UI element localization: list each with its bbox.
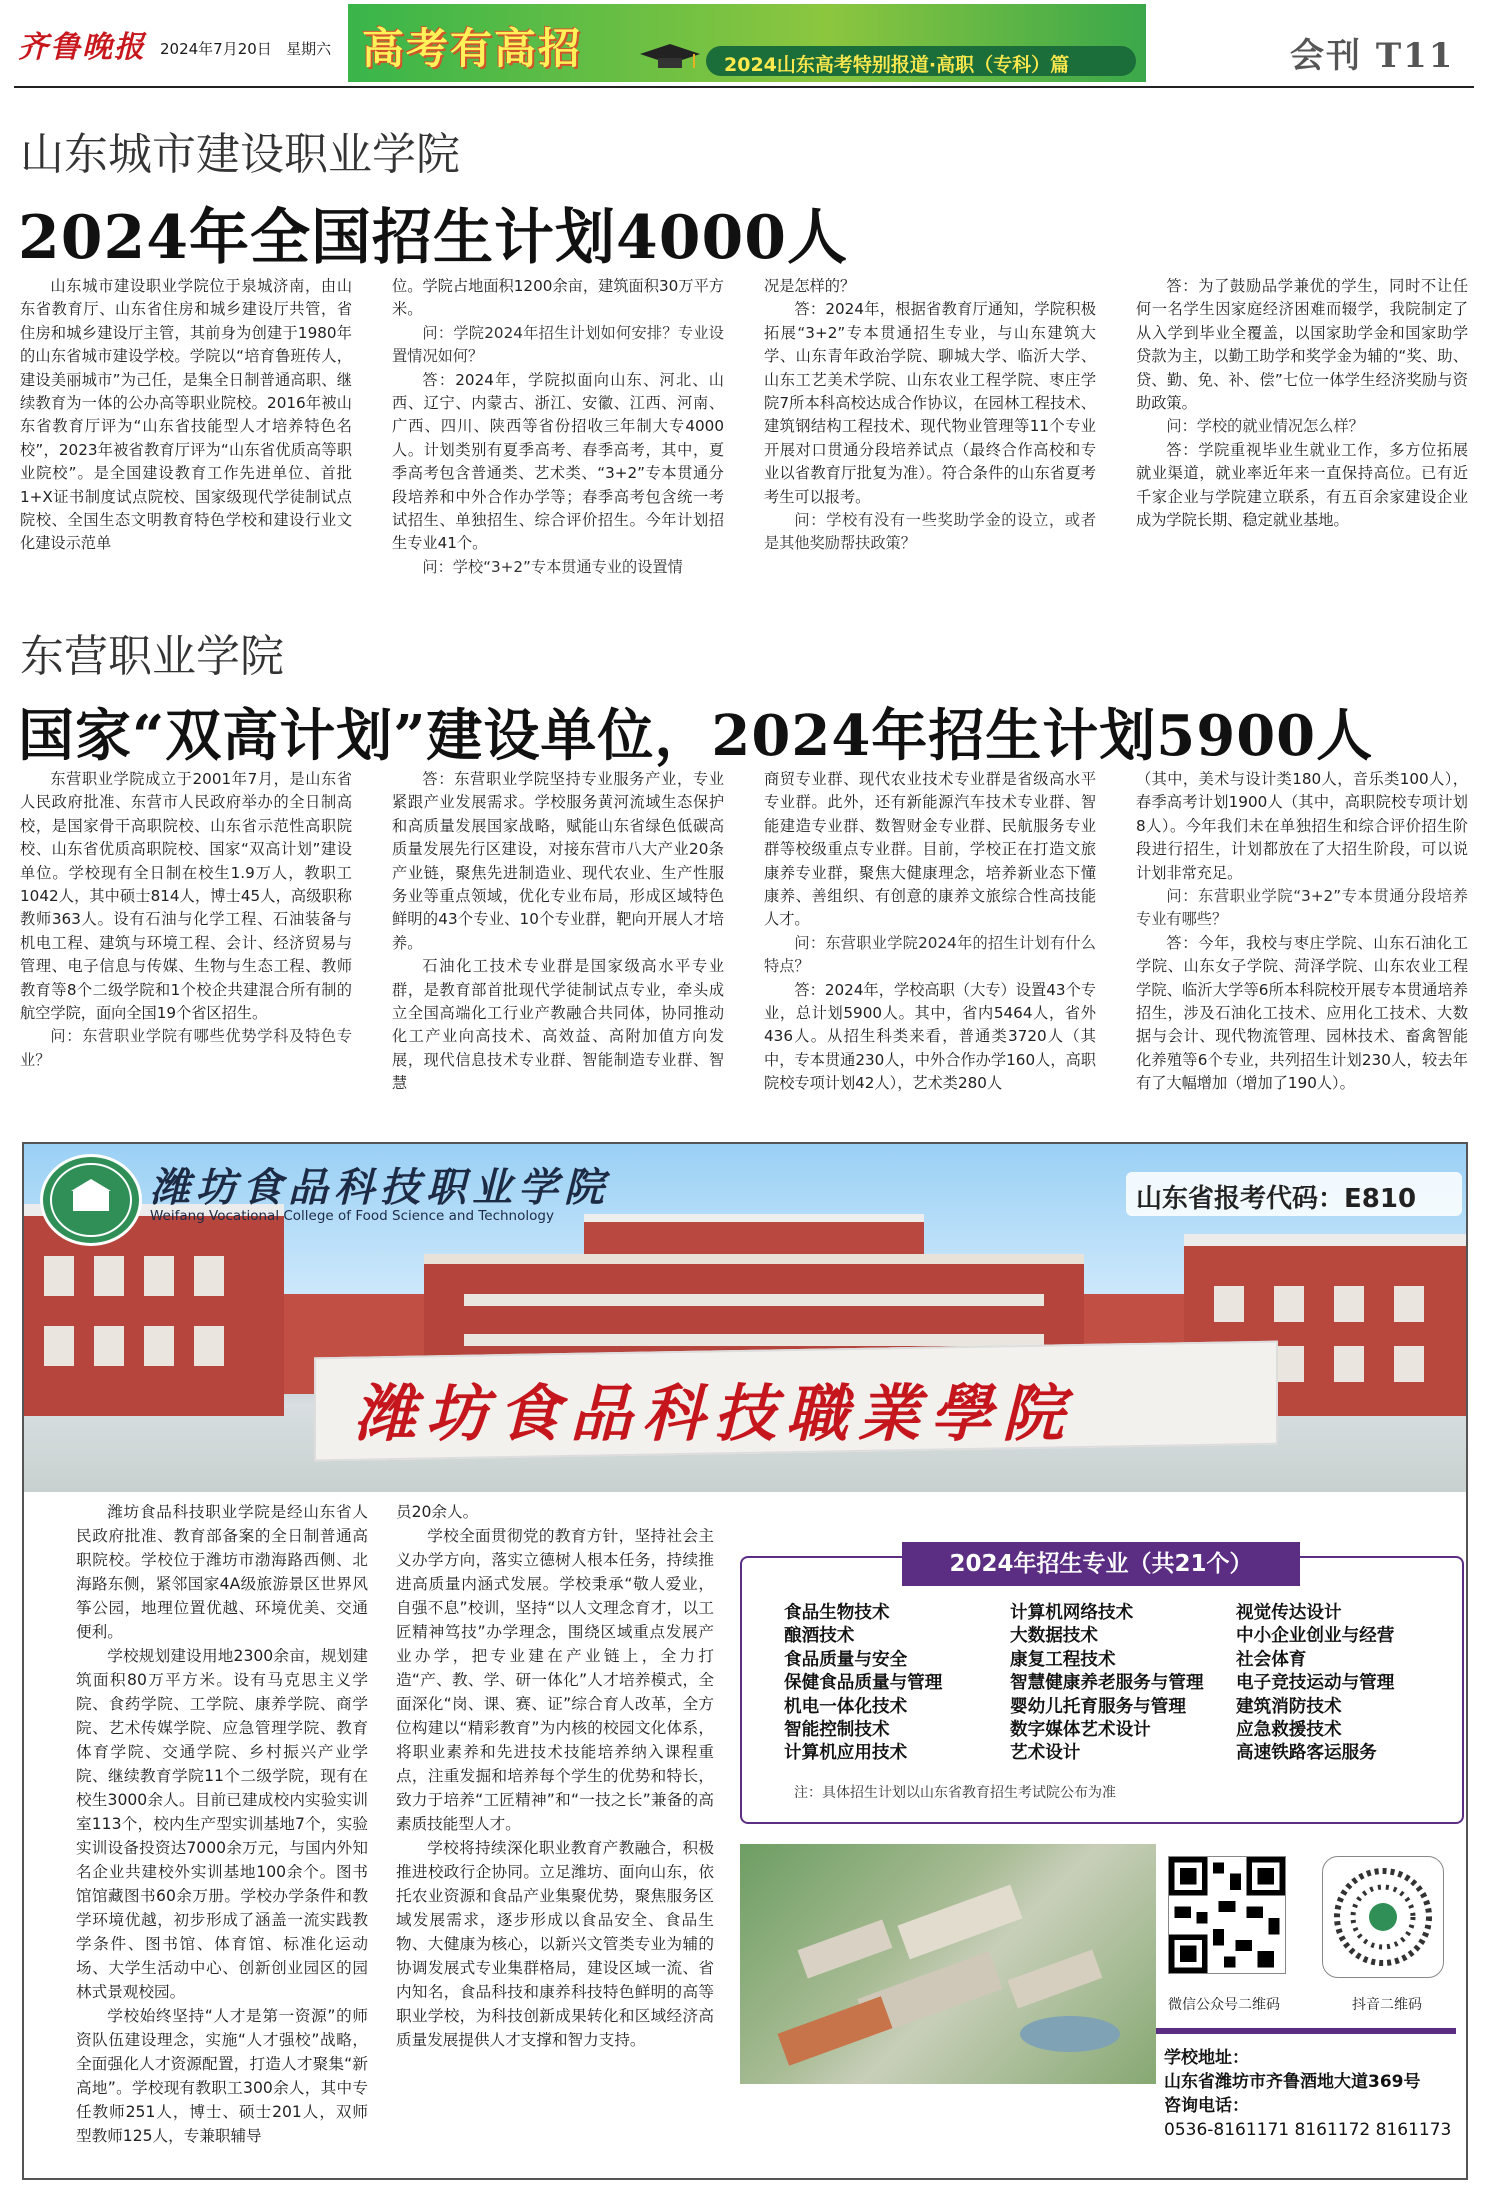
major-item: 智慧健康养老服务与管理 — [1010, 1673, 1204, 1694]
masthead-logo: 齐鲁晚报 — [18, 30, 146, 65]
major-item: 计算机网络技术 — [1010, 1603, 1134, 1623]
major-item: 食品质量与安全 — [784, 1649, 908, 1670]
college-emblem-icon — [40, 1154, 142, 1246]
college-name-english: Weifang Vocational College of Food Science and Technology — [150, 1208, 554, 1224]
article2-col4: （其中，美术与设计类180人，音乐类100人），春季高考计划1900人（其中，高职院校专项计划8人）。今年我们未在单独招生和综合评价招生阶段进行招生，计划都放在了大招生阶段，可以说计划非常充足。 问：东营职业学院“3+2”专本贯通分段培养专业有哪些？ 答：今年，我校与枣庄学院、山东石油化工学院、山东女子学院、菏泽学院、山东农业工程学院、临沂大学等6所本科院校开展专本贯通培养招生，涉及石油化工技术、应用化工技术、大数据与会计、现代物流管理、园林技术、畜禽智能化养殖等6个专业，共列招生计划230人，较去年有了大幅增加（增加了190人）。 — [1136, 770, 1468, 1093]
major-item: 社会体育 — [1236, 1649, 1307, 1670]
article1-col3: 况是怎样的？ 答：2024年，根据省教育厅通知，学院积极拓展“3+2”专本贯通招生专业，与山东建筑大学、山东青年政治学院、聊城大学、临沂大学、山东工艺美术学院、山东农业工程学院、枣庄学院7所本科高校达成合作协议，在园林工程技术、建筑钢结构工程技术、现代物业管理等11个专业开展对口贯通分段培养试点（最终合作高校和专业以省教育厅批复为准）。符合条件的山东省夏考考生可以报考。 问：学校有没有一些奖助学金的设立，或者是其他奖励帮扶政策？ — [764, 277, 1096, 553]
issue-date: 2024年7月20日 星期六 — [160, 40, 332, 58]
major-item: 视觉传达设计 — [1236, 1603, 1342, 1623]
majors-title: 2024年招生专业（共21个） — [902, 1542, 1300, 1586]
ad-col2: 员20余人。 学校全面贯彻党的教育方针，坚持社会主义办学方向，落实立德树人根本任务，持续推进高质量内涵式发展。学校秉承“敬人爱业，自强不息”校训，坚持“以人文理念育才，以工匠精神笃技”办学理念，围绕区域重点发展产业办学，把专业建在产业链上，全力打造“产、教、学、研一体化”人才培养模式，全面深化“岗、课、赛、证”综合育人改革，全方位构建以“精彩教育”为内核的校园文化体系，将职业素养和先进技术技能培养纳入课程重点，注重发掘和培养每个学生的优势和特长，致力于培养“工匠精神”和“一技之长”兼备的高素质技能型人才。 学校将持续深化职业教育产教融合，积极推进校政行企协同。立足潍坊、面向山东，依托农业资源和食品产业集聚优势，聚焦服务区域发展需求，逐步形成以食品安全、食品生物、大健康为核心，以新兴文管类专业为辅的协调发展式专业集群格局，建设区域一流、省内知名，食品科技和康养科技特色鲜明的高等职业学校，为科技创新成果转化和区域经济高质量发展提供人才支撑和智力支持。 — [396, 1503, 714, 2049]
major-item: 艺术设计 — [1010, 1743, 1081, 1764]
address-value: 山东省潍坊市齐鲁酒地大道369号 — [1164, 2072, 1421, 2092]
entrance-wall-calligraphy: 潍坊食品科技職業學院 — [354, 1377, 1075, 1450]
phone-value: 0536-8161171 8161172 8161173 — [1164, 2120, 1452, 2140]
majors-column-3 — [1236, 1602, 1394, 1766]
exam-code: 山东省报考代码：E810 — [1136, 1184, 1417, 1214]
major-item: 智能控制技术 — [784, 1720, 890, 1741]
major-item: 机电一体化技术 — [784, 1696, 908, 1717]
address-label: 学校地址： — [1164, 2048, 1249, 2068]
graduation-cap-icon — [638, 42, 702, 72]
phone-label: 咨询电话： — [1164, 2096, 1249, 2116]
article1-col2: 位。学院占地面积1200余亩，建筑面积30万平方米。 问：学院2024年招生计划如何安排？专业设置情况如何？ 答：2024年，学院拟面向山东、河北、山西、辽宁、内蒙古、浙江、安徽、江西、河南、广西、四川、陕西等省份招收三年制大专4000人。计划类别有夏季高考、春季高考，其中，夏季高考包含普通类、艺术类、“3+2”专本贯通分段培养和中外合作办学等；春季高考包含统一考试招生、单独招生、综合评价招生。今年计划招生专业41个。 问：学校“3+2”专本贯通专业的设置情 — [392, 277, 724, 576]
major-item: 高速铁路客运服务 — [1236, 1743, 1377, 1764]
major-item: 酿酒技术 — [784, 1626, 855, 1647]
wechat-qr-label: 微信公众号二维码 — [1168, 1997, 1280, 2013]
major-item: 大数据技术 — [1010, 1626, 1098, 1647]
major-item: 数字媒体艺术设计 — [1010, 1720, 1151, 1741]
section-banner — [348, 4, 1146, 82]
article1-col4: 答：为了鼓励品学兼优的学生，同时不让任何一名学生因家庭经济困难而辍学，我院制定了从入学到毕业全覆盖，以国家助学金和国家助学贷款为主，以勤工助学和奖学金为辅的“奖、助、贷、勤、免、补、偿”七位一体学生经济奖励与资助政策。 问：学校的就业情况怎么样？ 答：学院重视毕业生就业工作，多方位拓展就业渠道，就业率近年来一直保持高位。已有近千家企业与学院建立联系，有五百余家建设企业成为学院长期、稳定就业基地。 — [1136, 277, 1468, 530]
douyin-qr-code[interactable] — [1322, 1856, 1444, 1978]
campus-photo — [24, 1144, 1466, 1492]
major-item: 保健食品质量与管理 — [784, 1673, 943, 1694]
major-item: 应急救援技术 — [1236, 1720, 1342, 1741]
major-item: 婴幼儿托育服务与管理 — [1010, 1696, 1186, 1717]
page-label: 会刊 T11 — [1290, 36, 1455, 76]
major-item: 计算机应用技术 — [784, 1743, 908, 1764]
college-name-calligraphy: 潍坊食品科技职业学院 — [150, 1164, 610, 1211]
douyin-qr-label: 抖音二维码 — [1352, 1997, 1422, 2013]
campus-aerial-photo — [740, 1844, 1156, 2084]
article2-col2: 答：东营职业学院坚持专业服务产业，专业紧跟产业发展需求。学校服务黄河流域生态保护和高质量发展国家战略，赋能山东省绿色低碳高质量发展先行区建设，对接东营市八大产业20条产业链，聚焦先进制造业、现代农业、生产性服务业等重点领域，优化专业布局，形成区域特色鲜明的43个专业、10个专业群，靶向开展人才培养。 石油化工技术专业群是国家级高水平专业群，是教育部首批现代学徒制试点专业，牵头成立全国高端化工行业产教融合共同体，协同推动化工产业向高技术、高效益、高附加值方向发展，现代信息技术专业群、智能制造专业群、智慧 — [392, 770, 724, 1093]
contact-info — [1164, 2046, 1451, 2142]
page-header — [0, 0, 1488, 90]
ad-col1: 潍坊食品科技职业学院是经山东省人民政府批准、教育部备案的全日制普通高职院校。学校位于潍坊市渤海路西侧、北海路东侧，紧邻国家4A级旅游景区世界风筝公园，地理位置优越、环境优美、交通便利。 学校规划建设用地2300余亩，规划建筑面积80万平方米。设有马克思主义学院、食药学院、工学院、康养学院、商学院、艺术传媒学院、应急管理学院、教育体育学院、交通学院、乡村振兴产业学院、继续教育学院11个二级学院，现有在校生3000余人。目前已建成校内实验实训室113个，校内生产型实训基地7个，实验实训设备投资达7000余万元，与国内外知名企业共建校外实训基地100余个。图书馆馆藏图书60余万册。学校办学条件和教学环境优越，初步形成了涵盖一流实践教学条件、图书馆、体育馆、标准化运动场、大学生活动中心、创新创业园区的园林式景观校园。 学校始终坚持“人才是第一资源”的师资队伍建设理念，实施“人才强校”战略，全面强化人才资源配置，打造人才聚集“新高地”。学校现有教职工300余人，其中专任教师251人，博士、硕士201人，双师型教师125人，专兼职辅导 — [76, 1503, 368, 2145]
major-item: 康复工程技术 — [1010, 1649, 1116, 1670]
banner-subtitle: 2024山东高考特别报道·高职（专科）篇 — [724, 54, 1070, 76]
major-item: 食品生物技术 — [784, 1603, 890, 1623]
article2-col1: 东营职业学院成立于2001年7月，是山东省人民政府批准、东营市人民政府举办的全日制高校，是国家骨干高职院校、山东省示范性高职院校、山东省优质高职院校、国家“双高计划”建设单位。学校现有全日制在校生1.9万人，教职工1042人，其中硕士814人，博士45人，高级职称教师363人。设有石油与化学工程、石油装备与机电工程、建筑与环境工程、会计、经济贸易与管理、电子信息与传媒、生物与生态工程、教师教育等8个二级学院和1个校企共建混合所有制的航空学院，面向全国19个省区招生。 问：东营职业学院有哪些优势学科及特色专业？ — [20, 770, 352, 1069]
article1-headline: 2024年全国招生计划4000人 — [18, 203, 848, 273]
wechat-qr-code[interactable] — [1168, 1856, 1286, 1974]
header-rule — [14, 86, 1474, 88]
major-item: 中小企业创业与经营 — [1236, 1626, 1395, 1647]
majors-footnote: 注：具体招生计划以山东省教育招生考试院公布为准 — [794, 1785, 1116, 1801]
article1-col1: 山东城市建设职业学院位于泉城济南，由山东省教育厅、山东省住房和城乡建设厅共管，省住房和城乡建设厅主管，其前身为创建于1980年的山东省城市建设学校。学院以“培育鲁班传人，建设美丽城市”为己任，是集全日制普通高职、继续教育为一体的公办高等职业院校。2016年被山东省教育厅评为“山东省技能型人才培养特色名校”，2023年被省教育厅评为“山东省优质高等职业院校”。是全国建设教育工作先进单位、首批1+X证书制度试点院校、国家级现代学徒制试点院校、全国生态文明教育特色学校和建设行业文化建设示范单 — [20, 277, 352, 553]
address-divider — [1156, 2028, 1456, 2034]
major-item: 电子竞技运动与管理 — [1236, 1673, 1395, 1694]
article2-school: 东营职业学院 — [20, 631, 284, 682]
article2-col3: 商贸专业群、现代农业技术专业群是省级高水平专业群。此外，还有新能源汽车技术专业群、智能建造专业群、数智财金专业群、民航服务专业群等校级重点专业群。目前，学校正在打造文旅康养专业群，聚焦大健康理念，培养新业态下懂康养、善组织、有创意的康养文旅综合性高技能人才。 问：东营职业学院2024年的招生计划有什么特点？ 答：2024年，学校高职（大专）设置43个专业，总计划5900人。其中，省内5464人，省外436人。从招生科类来看，普通类3720人（其中，专本贯通230人，中外合作办学160人，高职院校专项计划42人），艺术类280人 — [764, 770, 1096, 1093]
major-item: 建筑消防技术 — [1236, 1696, 1342, 1717]
article1-school: 山东城市建设职业学院 — [20, 129, 460, 180]
majors-column-2 — [1010, 1602, 1204, 1766]
article2-headline: 国家“双高计划”建设单位，2024年招生计划5900人 — [18, 703, 1374, 769]
majors-column-1 — [784, 1602, 942, 1766]
banner-title: 高考有高招 — [362, 24, 583, 73]
